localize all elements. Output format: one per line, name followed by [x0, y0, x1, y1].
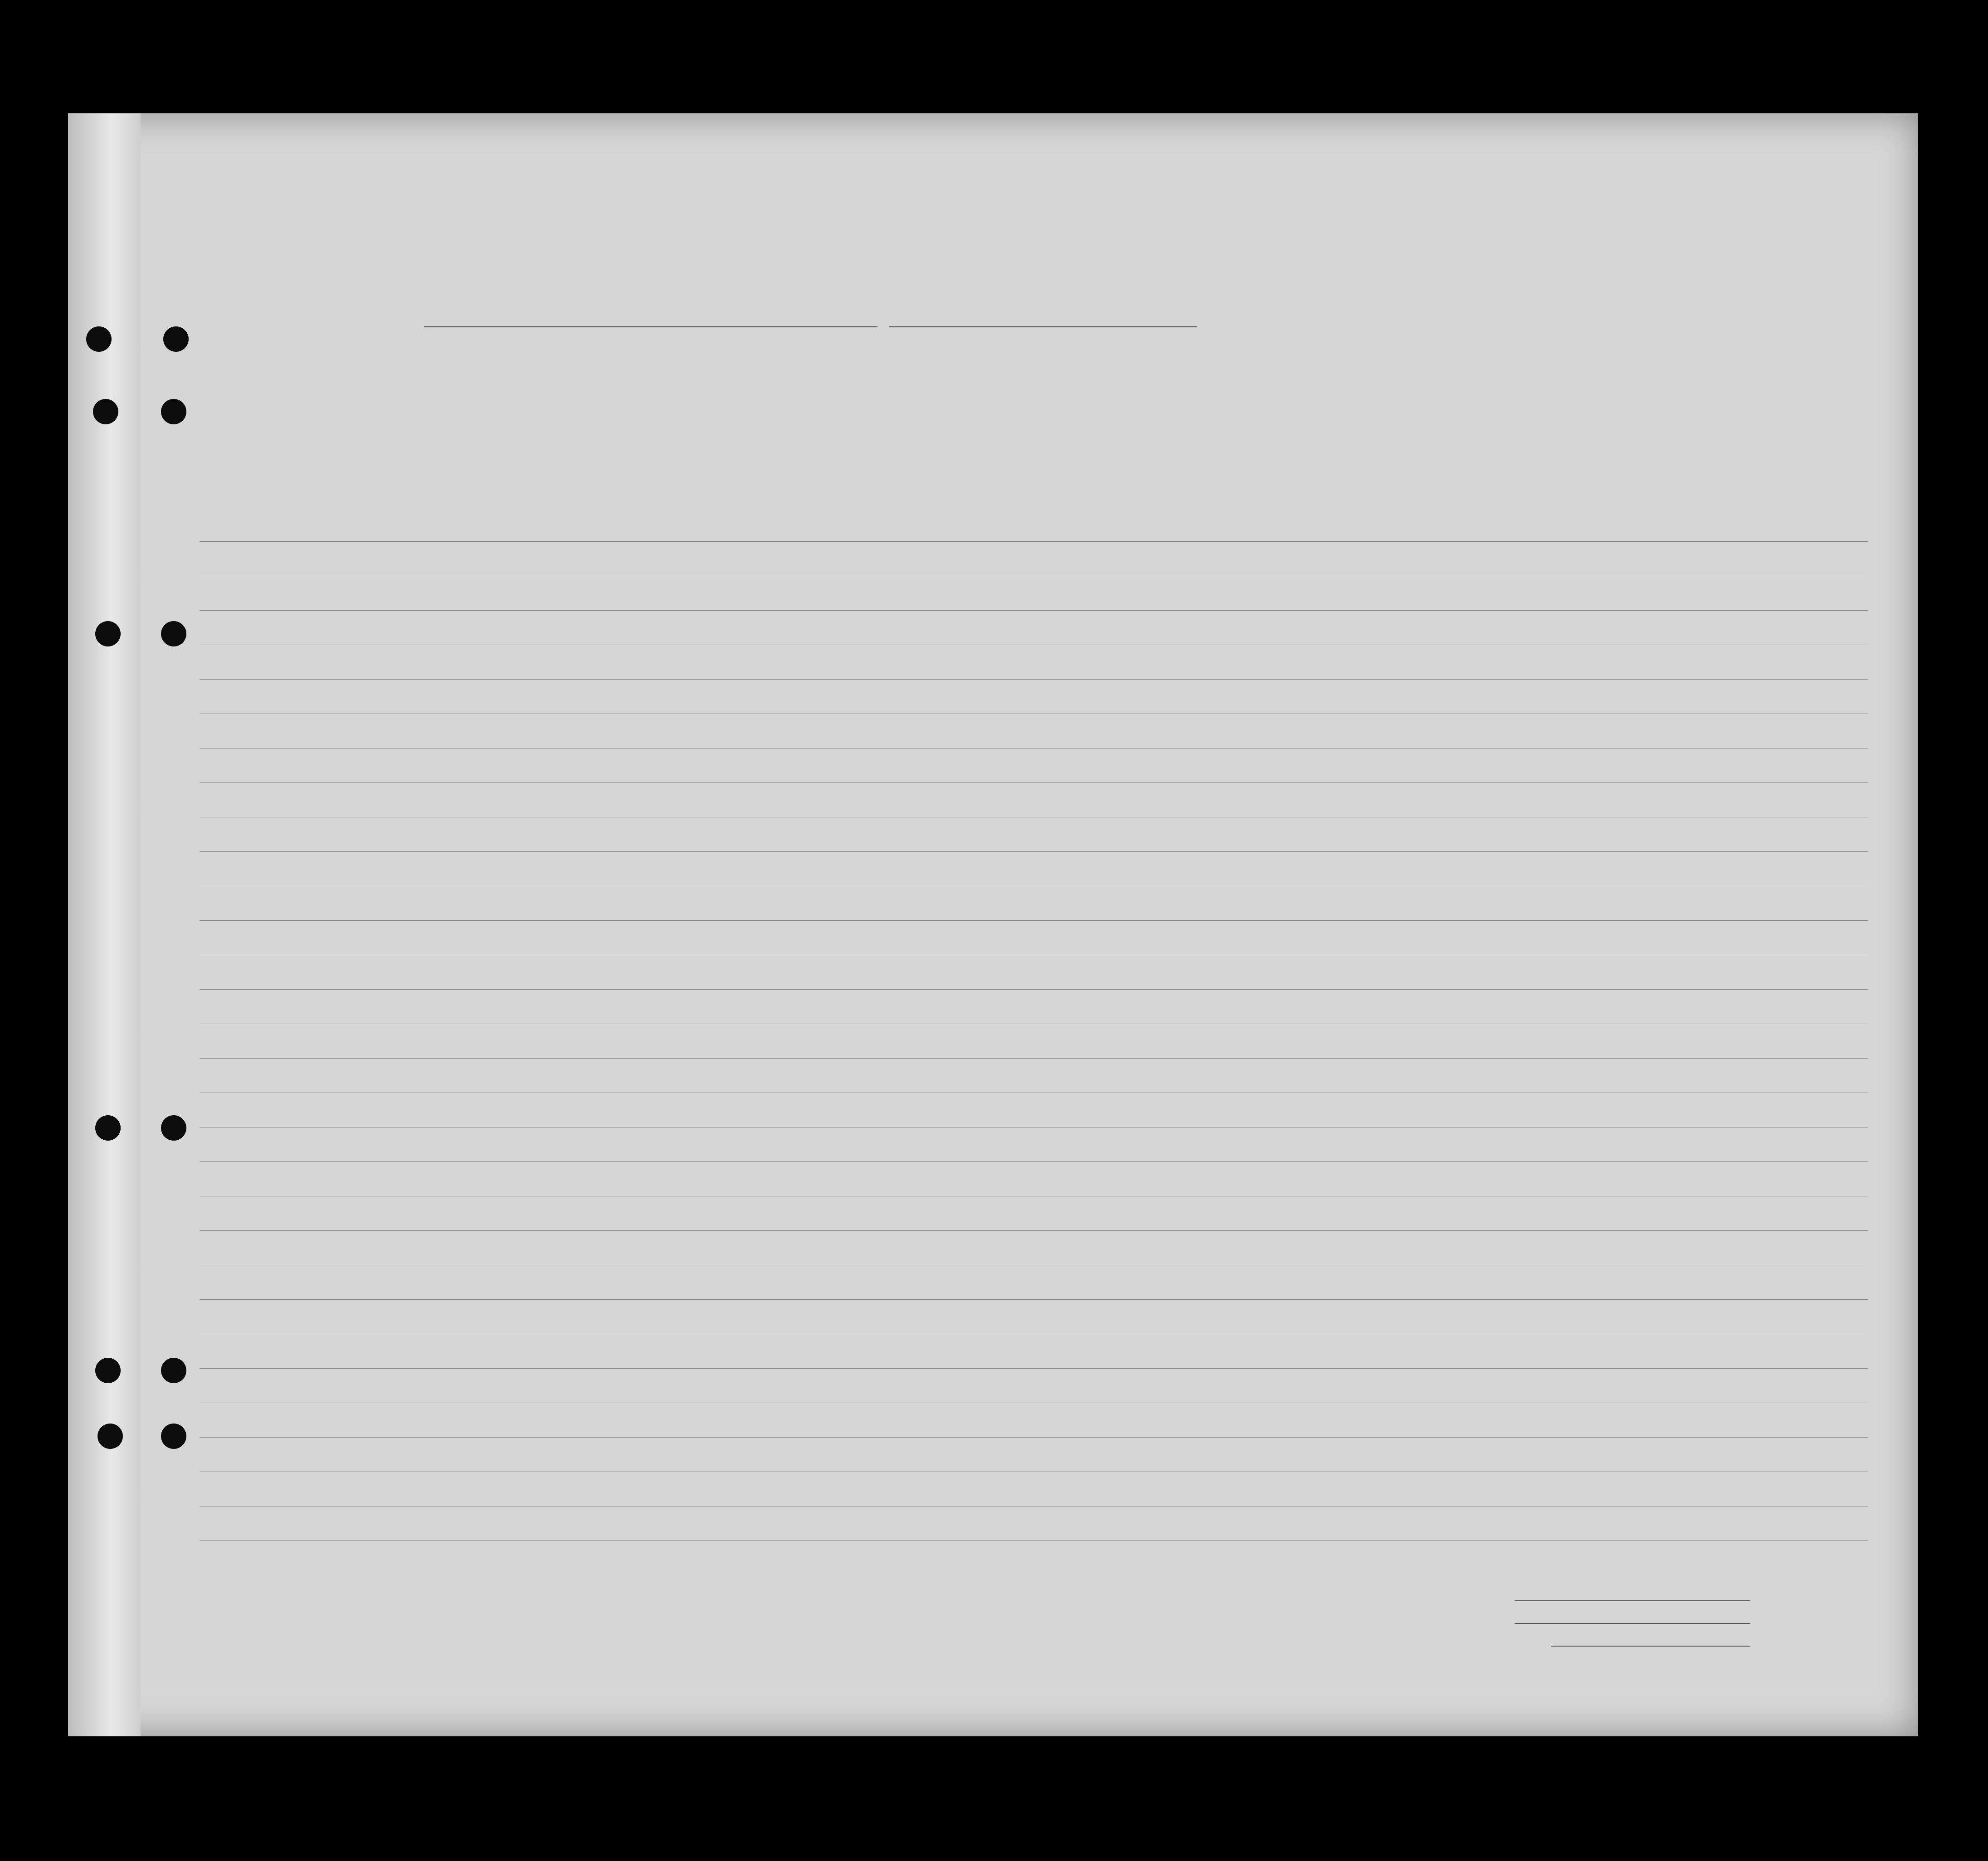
punch-hole	[95, 1115, 121, 1141]
row-rule	[200, 782, 1868, 783]
row-rule	[200, 920, 1868, 921]
port-underline	[424, 326, 877, 327]
row-rule	[200, 1437, 1868, 1438]
punch-hole	[86, 326, 112, 352]
row-rule	[200, 610, 1868, 611]
row-rule	[200, 851, 1868, 852]
line-field	[1515, 1600, 1750, 1601]
punch-hole	[93, 399, 118, 424]
punch-hole	[161, 399, 186, 424]
row-rule	[200, 1058, 1868, 1059]
punch-hole	[95, 621, 121, 646]
punch-hole	[97, 1424, 123, 1449]
date-underline	[889, 326, 1197, 327]
punch-hole	[95, 1358, 121, 1383]
row-rule	[200, 1161, 1868, 1162]
owners-field	[1515, 1623, 1750, 1624]
row-rule	[200, 989, 1868, 990]
adjacent-page-edge	[18, 190, 45, 340]
row-rule	[200, 1368, 1868, 1369]
row-rule	[200, 1540, 1868, 1541]
manifest-table	[200, 351, 1868, 1557]
agents-field	[1551, 1646, 1750, 1647]
punch-hole	[161, 1358, 186, 1383]
punch-hole	[163, 326, 189, 352]
punch-hole	[161, 621, 186, 646]
row-rule	[200, 541, 1868, 542]
row-rule	[200, 1299, 1868, 1300]
row-rule	[200, 679, 1868, 680]
binding-fold	[68, 113, 141, 1736]
punch-hole	[161, 1115, 186, 1141]
row-rule	[200, 1230, 1868, 1231]
punch-hole	[161, 1424, 186, 1449]
